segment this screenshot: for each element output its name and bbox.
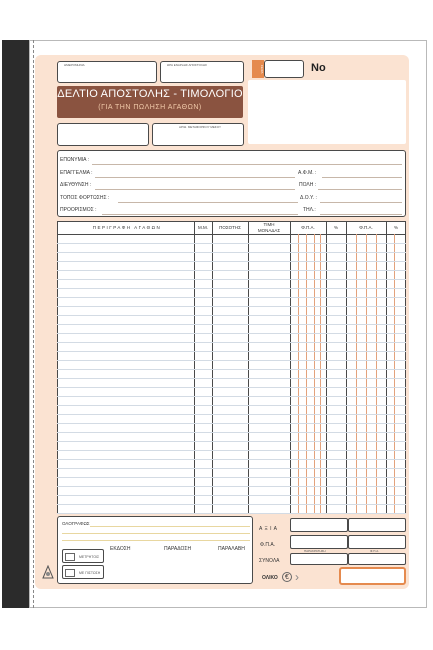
document-subtitle: (ΓΙΑ ΤΗΝ ΠΩΛΗΣΗ ΑΓΑΘΩΝ) <box>98 104 202 111</box>
items-table <box>57 221 406 514</box>
col-sep-2 <box>212 221 213 514</box>
header-unit-price-2: ΜΟΝΑΔΑΣ <box>257 228 281 233</box>
table-row-line <box>57 252 406 253</box>
table-row-line <box>57 504 406 505</box>
table-row-line <box>57 486 406 487</box>
payment-cash-box[interactable] <box>62 549 104 563</box>
header-quantity: ΠΟΣΟΤΗΣ <box>219 225 241 230</box>
value-label: Α Ξ Ι Α <box>259 526 278 532</box>
arrow-right-icon: › <box>295 570 299 584</box>
withholding-label: ΠΑΡΑΚΡΑΤΗΣΗ <box>304 549 326 553</box>
profession-line[interactable] <box>95 177 295 178</box>
doy-label: Δ.Ο.Υ. : <box>300 195 317 201</box>
dispatch-time-label: ΩΡΑ ΕΝΑΡΞΗΣ ΑΠΟΣΤΟΛΗΣ <box>167 63 207 67</box>
header-vat-1: Φ.Π.Α. <box>301 225 315 230</box>
digit-guide <box>314 234 315 514</box>
afm-line[interactable] <box>322 177 402 178</box>
logo-icon <box>42 565 54 579</box>
table-row-line <box>57 405 406 406</box>
table-row-line <box>57 378 406 379</box>
digit-guide <box>376 234 377 514</box>
header-vat-2: Φ.Π.Α. <box>359 225 373 230</box>
document-title: ΔΕΛΤΙΟ ΑΠΟΣΤΟΛΗΣ - ΤΙΜΟΛΟΓΙΟ <box>57 88 243 100</box>
table-row-line <box>57 369 406 370</box>
in-words-line-3[interactable] <box>62 540 250 541</box>
series-tab <box>252 60 264 78</box>
dispatch-time-box[interactable] <box>160 61 244 83</box>
payment-cash-checkbox[interactable] <box>65 553 75 561</box>
col-sep-3 <box>248 221 249 514</box>
vat-field-1[interactable] <box>290 535 348 549</box>
receipt-signature-label: ΠΑΡΑΛΑΒΗ <box>218 546 245 552</box>
table-row-line <box>57 333 406 334</box>
col-sep-7 <box>386 221 387 514</box>
date-box[interactable] <box>57 61 157 83</box>
table-row-line <box>57 450 406 451</box>
header-unit: Μ.Μ. <box>198 225 208 230</box>
table-row-line <box>57 306 406 307</box>
digit-guide <box>306 234 307 514</box>
header-description: ΠΕΡΙΓΡΑΦΗ ΑΓΑΘΩΝ <box>92 225 162 230</box>
payment-credit-label: ΜΕ ΠΙΣΤΩΣΗ <box>79 571 101 575</box>
table-row-line <box>57 432 406 433</box>
header-pct-2: % <box>393 225 398 230</box>
vehicle-label: ΑΡΙΘ. ΜΕΤΑΦΟΡΙΚΟΥ ΜΕΣΟΥ <box>179 125 221 129</box>
withholding-field[interactable] <box>290 553 348 565</box>
city-line[interactable] <box>318 189 402 190</box>
table-row-line <box>57 495 406 496</box>
table-row-line <box>57 513 406 514</box>
customer-name-line[interactable] <box>92 164 402 165</box>
totals-label: ΣΥΝΟΛΑ <box>259 558 280 564</box>
digit-guide <box>394 234 395 514</box>
digit-guide <box>320 234 321 514</box>
vehicle-box[interactable] <box>152 123 244 146</box>
phone-label: ΤΗΛ.: <box>303 207 316 213</box>
table-row-line <box>57 297 406 298</box>
table-row-line <box>57 414 406 415</box>
binding-spine <box>2 40 29 608</box>
in-words-line-1[interactable] <box>90 526 250 527</box>
digit-guide <box>298 234 299 514</box>
col-sep-5 <box>326 221 327 514</box>
col-sep-1 <box>194 221 195 514</box>
customer-box <box>57 150 406 217</box>
in-words-line-2[interactable] <box>62 533 250 534</box>
value-field-2[interactable] <box>348 518 406 532</box>
vat-small-label: Φ.Π.Α. <box>370 549 380 553</box>
in-words-label: ΟΛΟΓΡΑΦΩΣ <box>62 521 90 526</box>
grand-total-label: ΟΛΙΚΟ <box>262 575 278 581</box>
series-box[interactable] <box>264 60 304 78</box>
grand-total-field[interactable] <box>339 567 406 585</box>
document-number-label: No <box>311 62 326 74</box>
value-field-1[interactable] <box>290 518 348 532</box>
delivery-signature-label: ΠΑΡΑΔΟΣΗ <box>164 546 192 552</box>
table-row-line <box>57 342 406 343</box>
col-sep-6 <box>346 221 347 514</box>
items-header-divider <box>57 234 406 235</box>
table-row-line <box>57 468 406 469</box>
vat-label: Φ.Π.Α. <box>260 542 276 548</box>
digit-guide <box>356 234 357 514</box>
city-label: ΠΟΛΗ : <box>299 182 317 188</box>
table-row-line <box>57 243 406 244</box>
header-unit-price-1: ΤΙΜΗ <box>263 222 275 227</box>
table-row-line <box>57 387 406 388</box>
table-row-line <box>57 360 406 361</box>
issue-signature-label: ΕΚΔΟΣΗ <box>110 546 131 552</box>
left-info-box[interactable] <box>57 123 149 146</box>
loading-place-line[interactable] <box>118 202 298 203</box>
table-row-line <box>57 459 406 460</box>
destination-label: ΠΡΟΟΡΙΣΜΟΣ : <box>60 207 97 213</box>
table-row-line <box>57 423 406 424</box>
col-sep-4 <box>290 221 291 514</box>
phone-line[interactable] <box>320 214 402 215</box>
table-row-line <box>57 288 406 289</box>
afm-label: Α.Φ.Μ. : <box>298 170 317 176</box>
table-row-line <box>57 270 406 271</box>
digit-guide <box>366 234 367 514</box>
table-row-line <box>57 441 406 442</box>
payment-cash-label: ΜΕΤΡΗΤΟΙΣ <box>79 555 100 559</box>
euro-icon: € <box>282 572 292 582</box>
vat-small-field[interactable] <box>348 553 406 565</box>
table-row-line <box>57 396 406 397</box>
table-row-line <box>57 315 406 316</box>
date-label: ΗΜΕΡΟΜΗΝΙΑ <box>64 63 85 67</box>
doy-line[interactable] <box>320 202 402 203</box>
series-tab-label: ΣΕΙΡΑ <box>260 64 264 74</box>
address-label: ΔΙΕΥΘΥΝΣΗ : <box>60 182 92 188</box>
issuer-area <box>248 80 406 144</box>
payment-credit-box[interactable] <box>62 565 104 579</box>
vat-field-2[interactable] <box>348 535 406 549</box>
customer-name-label: ΕΠΩΝΥΜΙΑ : <box>60 157 90 163</box>
table-row-line <box>57 477 406 478</box>
table-row-line <box>57 324 406 325</box>
table-row-line <box>57 351 406 352</box>
loading-place-label: ΤΟΠΟΣ ΦΟΡΤΩΣΗΣ : <box>60 195 110 201</box>
table-row-line <box>57 279 406 280</box>
header-pct-1: % <box>333 225 338 230</box>
perforation-line <box>33 40 34 608</box>
destination-line[interactable] <box>102 214 298 215</box>
profession-label: ΕΠΑΓΓΕΛΜΑ : <box>60 170 93 176</box>
table-row-line <box>57 261 406 262</box>
address-line[interactable] <box>95 189 295 190</box>
payment-credit-checkbox[interactable] <box>65 569 75 577</box>
